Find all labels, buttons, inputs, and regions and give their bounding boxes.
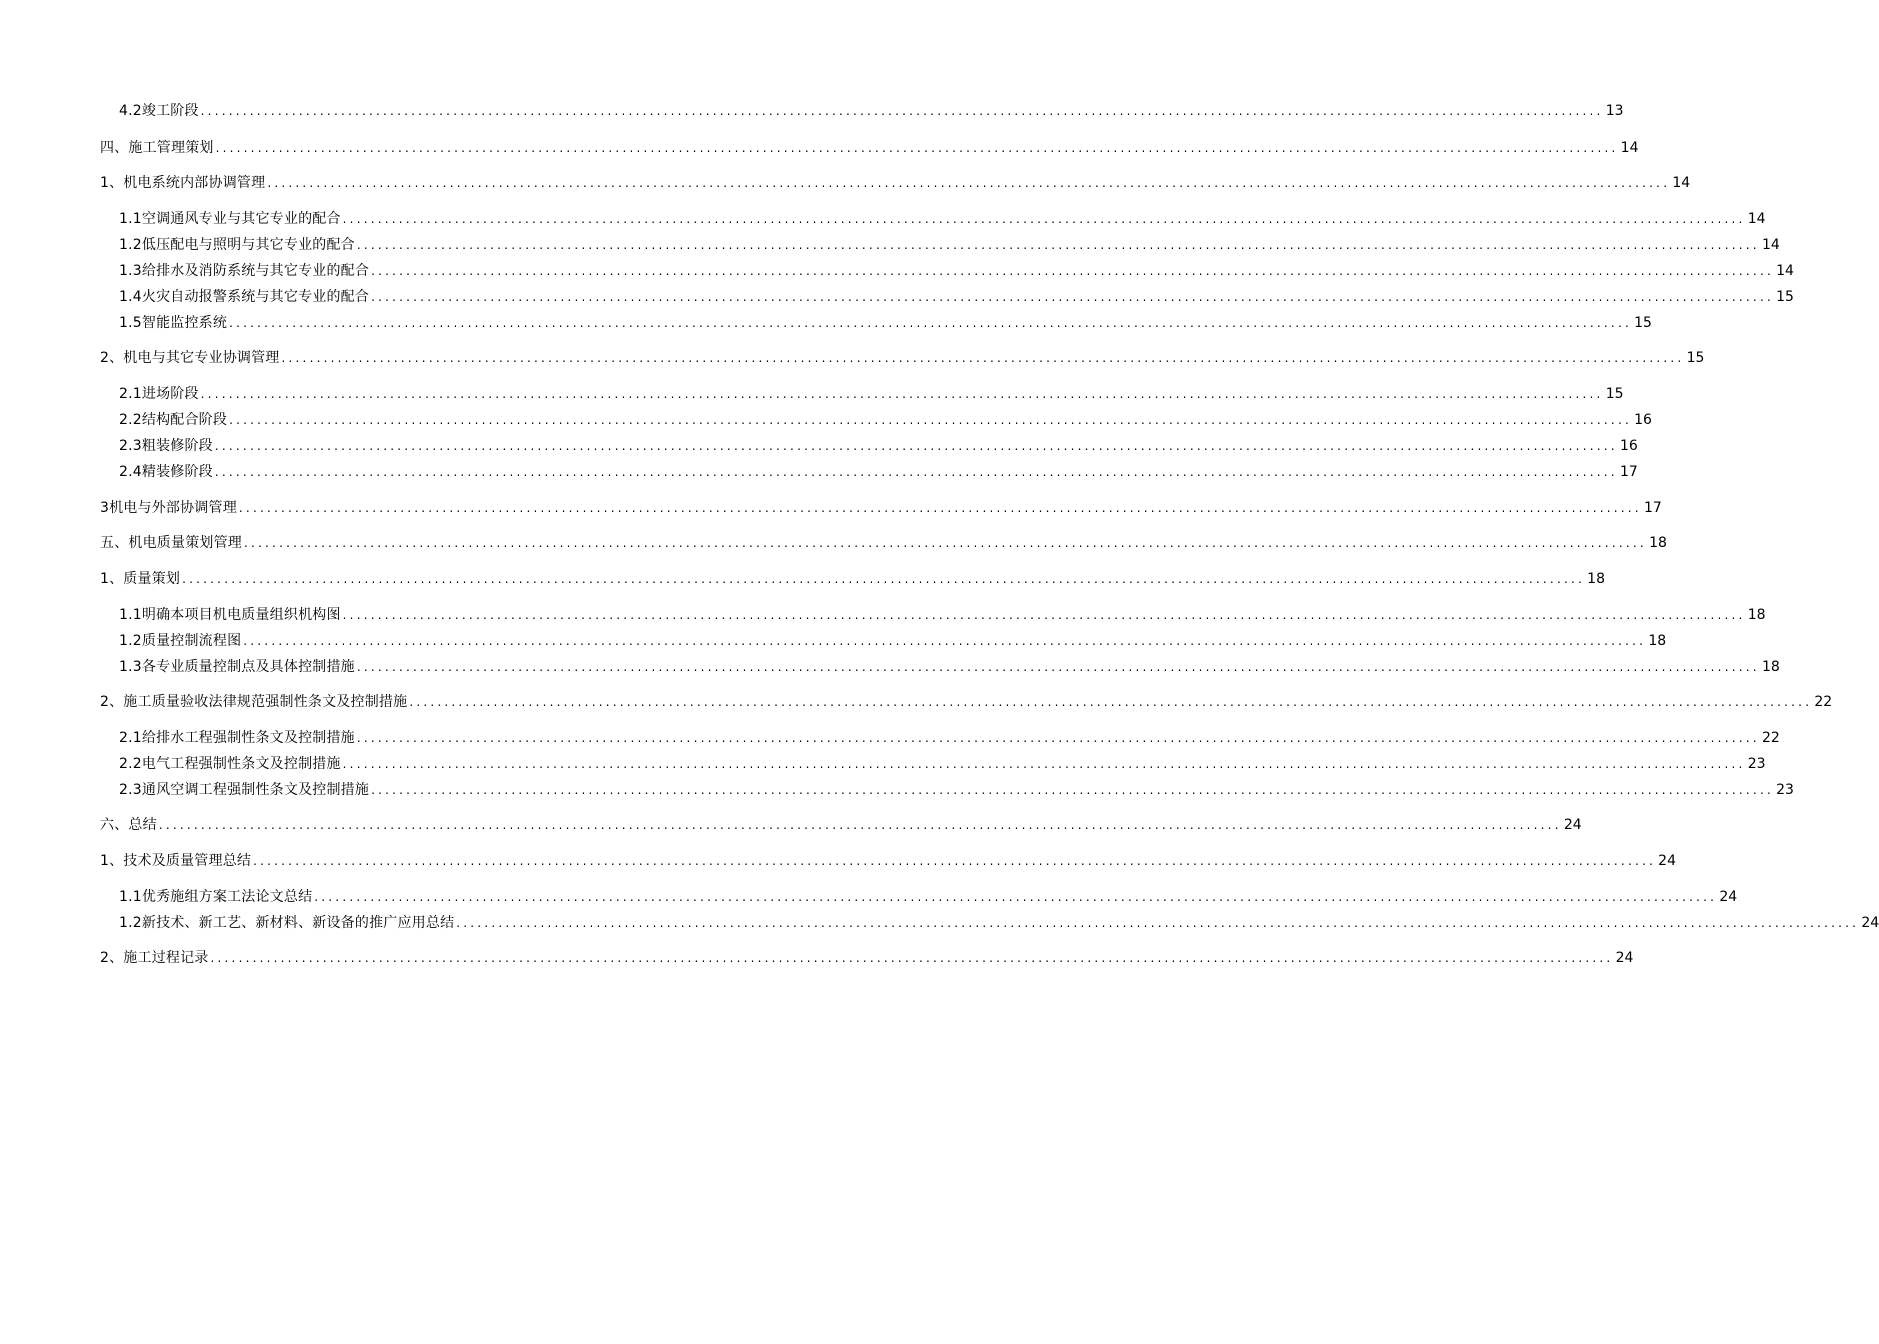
- toc-entry[interactable]: [119, 261, 1794, 281]
- toc-entry[interactable]: [119, 384, 1624, 404]
- toc-entry[interactable]: [100, 851, 1676, 871]
- toc-entry-title: 五、机电质量策划管理: [100, 535, 242, 551]
- toc-entry-title: 1.2低压配电与照明与其它专业的配合: [119, 237, 355, 253]
- toc-entry-title: 1、技术及质量管理总结: [100, 853, 252, 869]
- toc-leader-dots: ........................................................................................................................................................................................................: [409, 695, 1813, 709]
- toc-entry[interactable]: [119, 101, 1624, 121]
- toc-entry[interactable]: [119, 728, 1780, 748]
- toc-entry[interactable]: [100, 498, 1662, 518]
- toc-entry-title: 2.3粗装修阶段: [119, 438, 213, 454]
- toc-entry-title: 2.2电气工程强制性条文及控制措施: [119, 756, 341, 772]
- toc-entry-page: 24: [1861, 915, 1879, 931]
- toc-entry-title: 六、总结: [100, 817, 157, 833]
- toc-leader-dots: ........................................................................................................................................................................................................: [371, 264, 1774, 278]
- toc-entry-title: 3机电与外部协调管理: [100, 500, 237, 516]
- toc-entry-page: 17: [1619, 464, 1638, 480]
- toc-leader-dots: ........................................................................................................................................................................................................: [215, 141, 1619, 155]
- toc-entry[interactable]: [100, 138, 1639, 158]
- toc-leader-dots: ........................................................................................................................................................................................................: [229, 413, 1632, 427]
- toc-leader-dots: ........................................................................................................................................................................................................: [342, 212, 1746, 226]
- toc-entry-page: 18: [1587, 571, 1605, 587]
- toc-entry[interactable]: [119, 410, 1652, 430]
- toc-entry-page: 15: [1634, 315, 1652, 331]
- toc-entry[interactable]: [100, 815, 1582, 835]
- toc-leader-dots: ........................................................................................................................................................................................................: [244, 536, 1647, 550]
- toc-entry[interactable]: [119, 287, 1794, 307]
- toc-entry-title: 四、施工管理策划: [100, 140, 214, 156]
- toc-entry-page: 18: [1648, 633, 1667, 649]
- toc-leader-dots: ........................................................................................................................................................................................................: [456, 916, 1860, 930]
- toc-entry[interactable]: [100, 569, 1605, 589]
- toc-entry-title: 2.2结构配合阶段: [119, 412, 228, 428]
- toc-entry-title: 2.4精装修阶段: [119, 464, 213, 480]
- toc-entry-page: 15: [1605, 386, 1624, 402]
- toc-entry-title: 1.2新技术、新工艺、新材料、新设备的推广应用总结: [119, 915, 455, 931]
- toc-entry[interactable]: [100, 348, 1705, 368]
- toc-entry[interactable]: [119, 209, 1766, 229]
- toc-entry-title: 1.1优秀施组方案工法论文总结: [119, 889, 313, 905]
- toc-entry[interactable]: [100, 948, 1634, 968]
- toc-entry-page: 15: [1776, 289, 1794, 305]
- toc-entry-title: 2.1进场阶段: [119, 386, 199, 402]
- toc-entry-title: 2、施工质量验收法律规范强制性条文及控制措施: [100, 694, 408, 710]
- toc-entry-title: 1.4火灾自动报警系统与其它专业的配合: [119, 289, 370, 305]
- toc-leader-dots: ........................................................................................................................................................................................................: [200, 104, 1604, 118]
- toc-entry-title: 1、质量策划: [100, 571, 181, 587]
- toc-leader-dots: ........................................................................................................................................................................................................: [281, 351, 1685, 365]
- toc-entry[interactable]: [119, 605, 1766, 625]
- toc-leader-dots: ........................................................................................................................................................................................................: [210, 951, 1614, 965]
- toc-entry-page: 24: [1719, 889, 1738, 905]
- toc-entry-title: 1.1空调通风专业与其它专业的配合: [119, 211, 341, 227]
- toc-entry-page: 22: [1814, 694, 1833, 710]
- toc-entry[interactable]: [119, 657, 1780, 677]
- toc-leader-dots: ........................................................................................................................................................................................................: [214, 465, 1618, 479]
- toc-entry-page: 14: [1761, 237, 1780, 253]
- toc-leader-dots: ........................................................................................................................................................................................................: [356, 238, 1760, 252]
- toc-leader-dots: ........................................................................................................................................................................................................: [182, 572, 1585, 586]
- toc-leader-dots: ........................................................................................................................................................................................................: [342, 608, 1746, 622]
- toc-entry-page: 16: [1619, 438, 1638, 454]
- toc-leader-dots: ........................................................................................................................................................................................................: [214, 439, 1618, 453]
- toc-entry-page: 24: [1563, 817, 1582, 833]
- toc-entry[interactable]: [119, 913, 1879, 933]
- toc-entry-title: 1.1明确本项目机电质量组织机构图: [119, 607, 341, 623]
- toc-entry-page: 14: [1747, 211, 1766, 227]
- toc-leader-dots: ........................................................................................................................................................................................................: [356, 731, 1760, 745]
- toc-entry-page: 15: [1686, 350, 1705, 366]
- toc-entry-title: 1.2质量控制流程图: [119, 633, 242, 649]
- toc-entry-page: 13: [1605, 103, 1624, 119]
- toc-entry-page: 22: [1761, 730, 1780, 746]
- toc-entry-title: 2.3通风空调工程强制性条文及控制措施: [119, 782, 370, 798]
- toc-entry[interactable]: [119, 754, 1766, 774]
- toc-entry-page: 23: [1776, 782, 1794, 798]
- toc-entry-title: 4.2竣工阶段: [119, 103, 199, 119]
- toc-leader-dots: ........................................................................................................................................................................................................: [371, 290, 1774, 304]
- toc-entry[interactable]: [119, 436, 1638, 456]
- toc-entry-page: 14: [1776, 263, 1794, 279]
- toc-entry-page: 14: [1672, 175, 1691, 191]
- toc-entry-page: 24: [1615, 950, 1634, 966]
- toc-entry-title: 1.3各专业质量控制点及具体控制措施: [119, 659, 355, 675]
- toc-entry[interactable]: [100, 692, 1833, 712]
- toc-entry-title: 2.1给排水工程强制性条文及控制措施: [119, 730, 355, 746]
- toc-entry[interactable]: [100, 173, 1691, 193]
- toc-entry[interactable]: [119, 780, 1794, 800]
- toc-entry-page: 18: [1761, 659, 1780, 675]
- toc-entry[interactable]: [119, 887, 1738, 907]
- toc-entry-page: 14: [1620, 140, 1639, 156]
- toc-leader-dots: ........................................................................................................................................................................................................: [342, 757, 1746, 771]
- toc-leader-dots: ........................................................................................................................................................................................................: [267, 176, 1671, 190]
- toc-leader-dots: ........................................................................................................................................................................................................: [243, 634, 1647, 648]
- toc-leader-dots: ........................................................................................................................................................................................................: [229, 316, 1632, 330]
- toc-leader-dots: ........................................................................................................................................................................................................: [200, 387, 1604, 401]
- toc-entry-page: 16: [1634, 412, 1652, 428]
- toc-entry-title: 2、机电与其它专业协调管理: [100, 350, 280, 366]
- toc-entry[interactable]: [119, 313, 1652, 333]
- toc-entry-page: 18: [1649, 535, 1667, 551]
- toc-entry[interactable]: [119, 235, 1780, 255]
- toc-entry-title: 1.5智能监控系统: [119, 315, 228, 331]
- toc-leader-dots: ........................................................................................................................................................................................................: [158, 818, 1562, 832]
- toc-entry-title: 1.3给排水及消防系统与其它专业的配合: [119, 263, 370, 279]
- toc-leader-dots: ........................................................................................................................................................................................................: [356, 660, 1760, 674]
- toc-entry[interactable]: [100, 533, 1667, 553]
- toc-entry-page: 23: [1747, 756, 1766, 772]
- toc-entry-title: 2、施工过程记录: [100, 950, 209, 966]
- toc-entry-page: 18: [1747, 607, 1766, 623]
- toc-leader-dots: ........................................................................................................................................................................................................: [371, 783, 1774, 797]
- toc-entry[interactable]: [119, 631, 1667, 651]
- toc-entry[interactable]: [119, 462, 1638, 482]
- toc-entry-title: 1、机电系统内部协调管理: [100, 175, 266, 191]
- toc-leader-dots: ........................................................................................................................................................................................................: [238, 501, 1642, 515]
- toc-entry-page: 17: [1643, 500, 1662, 516]
- toc-leader-dots: ........................................................................................................................................................................................................: [253, 854, 1656, 868]
- toc-leader-dots: ........................................................................................................................................................................................................: [314, 890, 1718, 904]
- toc-entry-page: 24: [1658, 853, 1676, 869]
